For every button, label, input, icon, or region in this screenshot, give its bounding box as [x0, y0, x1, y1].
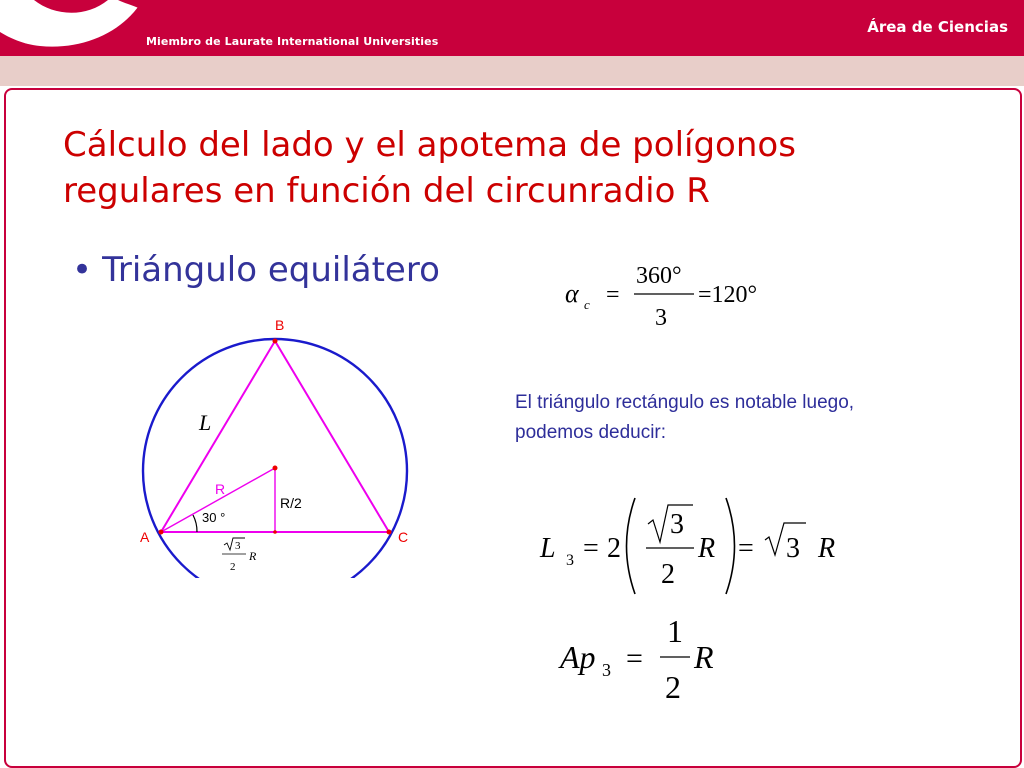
- apothem-lhs: Ap: [560, 639, 596, 675]
- center-point: [273, 466, 278, 471]
- angle-arc: [193, 515, 197, 532]
- vertex-c-point: [387, 530, 392, 535]
- side-sqrt2-arg: 3: [786, 533, 800, 564]
- base-frac-var: R: [249, 549, 257, 563]
- bullet-text: Triángulo equilátero: [102, 250, 440, 290]
- member-label: Miembro de Laurate International Universities: [146, 35, 439, 48]
- note-line-2: podemos deducir:: [515, 422, 667, 443]
- side-equals-1: =: [583, 533, 599, 564]
- right-paren-icon: [726, 498, 735, 594]
- vertex-b-label: B: [275, 317, 285, 333]
- side-lhs-subscript: 3: [566, 552, 574, 569]
- side-var-2: R: [818, 533, 836, 564]
- formula-side: [539, 498, 835, 594]
- base-fraction: [222, 538, 257, 573]
- formula-alpha: [565, 263, 757, 331]
- vertex-a-point: [159, 530, 164, 535]
- vertex-a-label: A: [140, 529, 150, 545]
- area-label: Área de Ciencias: [867, 18, 1008, 36]
- foot-point: [273, 530, 277, 534]
- triangle-figure: [140, 317, 408, 603]
- base-frac-num: 3: [235, 540, 241, 552]
- alpha-symbol: α: [565, 279, 579, 308]
- formula-apothem: [558, 613, 714, 705]
- alpha-equals: =: [606, 282, 620, 308]
- angle-label: 30 °: [202, 510, 226, 525]
- bullet-marker: •: [72, 250, 93, 290]
- title-line-1: Cálculo del lado y el apotema de polígonos: [63, 125, 796, 165]
- side-equals-2: =: [738, 533, 754, 564]
- side-label: L: [199, 410, 212, 435]
- apothem-lhs-subscript: 3: [602, 660, 611, 680]
- apothem-den: 2: [665, 669, 681, 705]
- alpha-numerator: 360°: [636, 263, 682, 289]
- left-paren-icon: [627, 498, 636, 594]
- side-sqrt-arg: 3: [670, 509, 684, 540]
- title-line-2: regulares en función del circunradio R: [63, 171, 710, 211]
- alpha-subscript: c: [584, 297, 590, 312]
- apothem-var: R: [694, 639, 714, 675]
- alpha-result: =120°: [698, 282, 758, 308]
- radius-label: R: [215, 481, 226, 497]
- half-radius-label: R/2: [280, 495, 302, 511]
- vertex-b-point: [273, 339, 278, 344]
- side-coefficient: 2: [607, 533, 621, 564]
- side-lhs: L: [540, 533, 556, 564]
- base-frac-den: 2: [230, 561, 236, 573]
- note-line-1: El triángulo rectángulo es notable luego,: [515, 392, 855, 413]
- vertex-c-label: C: [398, 529, 409, 545]
- side-var: R: [698, 533, 716, 564]
- alpha-denominator: 3: [655, 305, 667, 331]
- apothem-num: 1: [667, 613, 683, 649]
- apothem-equals: =: [626, 642, 643, 675]
- side-frac-den: 2: [661, 559, 675, 590]
